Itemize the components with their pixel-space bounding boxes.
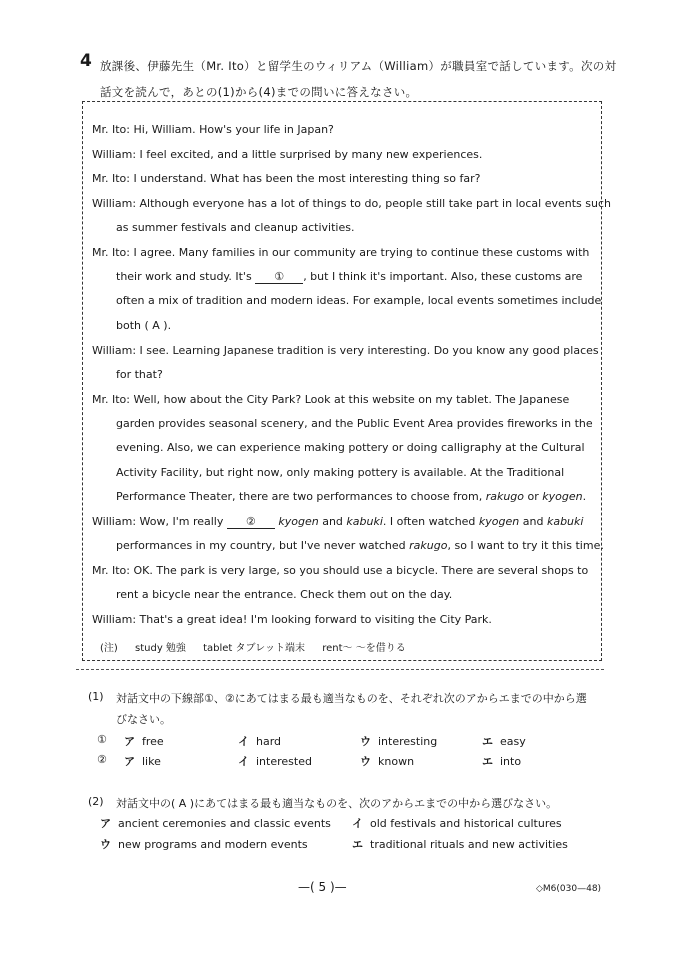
dialogue-line: both ( A ).: [116, 319, 172, 332]
q2-option[interactable]: ア ancient ceremonies and classic events: [100, 817, 331, 830]
page-number: —( 5 )—: [298, 880, 347, 894]
q1-option[interactable]: ア free: [124, 735, 164, 748]
q2-option[interactable]: ウ new programs and modern events: [100, 838, 308, 851]
q1-label: (1): [88, 690, 104, 703]
q2-text: 対話文中の( A )にあてはまる最も適当なものを、次のアからエまでの中から選びなさい。: [116, 797, 558, 810]
dialogue-line: garden provides seasonal scenery, and the Public Event Area provides fireworks in the: [116, 417, 593, 430]
dialogue-line: their work and study. It's ① , but I think it's important. Also, these customs are: [116, 270, 583, 283]
vocabulary-notes: [100, 639, 420, 654]
question-intro-line1: 放課後、伊藤先生（Mr. Ito）と留学生のウィリアム（William）が職員室で話しています。次の対: [100, 59, 617, 73]
dialogue-line: William: I feel excited, and a little surprised by many new experiences.: [92, 148, 483, 161]
note-item: study 勉強: [135, 643, 186, 654]
q1-text-line2: びなさい。: [116, 713, 171, 726]
dialogue-line: for that?: [116, 368, 163, 381]
q1-text-line1: 対話文中の下線部①、②にあてはまる最も適当なものを、それぞれ次のアからエまでの中から選: [116, 692, 587, 705]
q1-option[interactable]: エ into: [482, 755, 522, 768]
q2-option[interactable]: イ old festivals and historical cultures: [352, 817, 562, 830]
blank-1: ①: [255, 270, 303, 284]
dialogue-line: as summer festivals and cleanup activities.: [116, 221, 355, 234]
q1-row1-mark: ①: [97, 733, 107, 746]
note-item: rent～ ～を借りる: [322, 643, 406, 654]
q1-option[interactable]: ウ interesting: [360, 735, 438, 748]
note-item: tablet タブレット端末: [203, 643, 306, 654]
dialogue-line: William: That's a great idea! I'm looking forward to visiting the City Park.: [92, 613, 492, 626]
q1-option[interactable]: エ easy: [482, 735, 526, 748]
question-intro-line2: 話文を読んで，あとの(1)から(4)までの問いに答えなさい。: [100, 85, 418, 99]
q2-option[interactable]: エ traditional rituals and new activities: [352, 838, 568, 851]
dialogue-line: performances in my country, but I've never watched rakugo, so I want to try it this time.: [116, 539, 604, 552]
dialogue-line: Mr. Ito: OK. The park is very large, so you should use a bicycle. There are several shops to: [92, 564, 589, 577]
q1-option[interactable]: ア like: [124, 755, 161, 768]
dialogue-line: Mr. Ito: I understand. What has been the most interesting thing so far?: [92, 172, 481, 185]
dialogue-line: William: Wow, I'm really ② kyogen and kabuki. I often watched kyogen and kabuki: [92, 515, 584, 528]
question-number: 4: [80, 51, 92, 71]
q1-option[interactable]: イ interested: [238, 755, 312, 768]
dialogue-line: William: I see. Learning Japanese tradition is very interesting. Do you know any good places: [92, 344, 599, 357]
notes-label: (注): [100, 643, 118, 654]
dialogue-line: Activity Facility, but right now, only making pottery is available. At the Traditional: [116, 466, 565, 479]
dialogue-line: often a mix of tradition and modern ideas. For example, local events sometimes include: [116, 294, 602, 307]
dialogue-line: evening. Also, we can experience making pottery or doing calligraphy at the Cultural: [116, 441, 585, 454]
section-divider: [76, 669, 604, 670]
q2-label: (2): [88, 795, 104, 808]
q1-option[interactable]: ウ known: [360, 755, 415, 768]
dialogue-line: William: Although everyone has a lot of things to do, people still take part in local events such: [92, 197, 611, 210]
exam-code: ◇M6(030—48): [536, 884, 602, 894]
q1-row2-mark: ②: [97, 753, 107, 766]
dialogue-line: Mr. Ito: Well, how about the City Park? Look at this website on my tablet. The Japanese: [92, 393, 570, 406]
q1-option[interactable]: イ hard: [238, 735, 282, 748]
dialogue-line: Performance Theater, there are two performances to choose from, rakugo or kyogen.: [116, 490, 587, 503]
dialogue-line: Mr. Ito: Hi, William. How's your life in Japan?: [92, 123, 334, 136]
dialogue-box: [82, 101, 602, 661]
dialogue-line: rent a bicycle near the entrance. Check them out on the day.: [116, 588, 453, 601]
blank-2: ②: [227, 515, 275, 529]
dialogue-line: Mr. Ito: I agree. Many families in our community are trying to continue these customs with: [92, 246, 590, 259]
